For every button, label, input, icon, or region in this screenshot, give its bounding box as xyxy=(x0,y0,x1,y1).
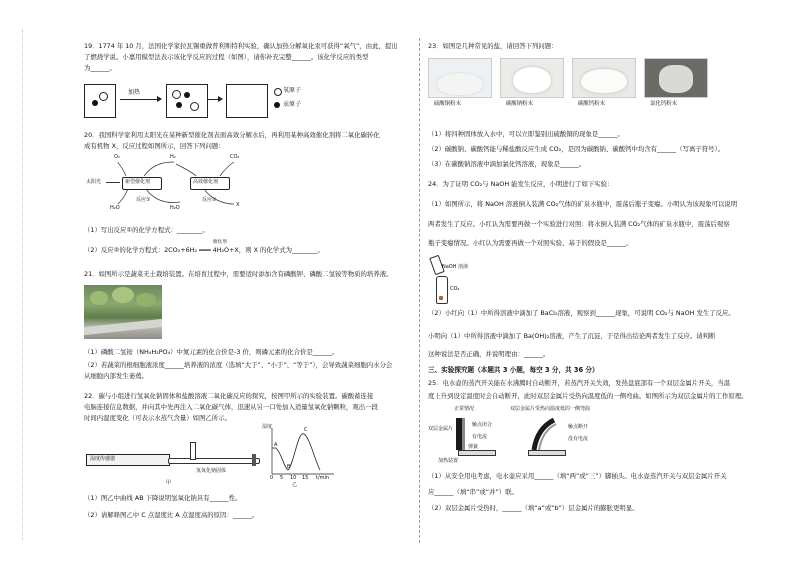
column-divider xyxy=(419,38,420,543)
legend-o-icon xyxy=(274,88,282,96)
atom-o-3 xyxy=(190,102,199,111)
q22-line1: 22．碳与小组进行氢氧化钠固体和盐酸溶液二氧化碳反应的探究，按图甲所示的实验装置。碳酸蓄连接 xyxy=(84,392,374,400)
q22-line4: （1）图乙中曲线 AB 下降说明氢氧化钠具有______性。 xyxy=(84,494,242,502)
caption-calcium-chloride: 氯化钙粉末 xyxy=(650,101,677,107)
q24-line4: 瓶子变瘪情况。小红认为需要再做一个对照实验，基于的假设是______。 xyxy=(428,239,633,247)
legend-o-text: 氧原子 xyxy=(283,87,302,94)
q22-diagram xyxy=(84,424,344,488)
h2o-mid-label: H₂O xyxy=(170,205,180,211)
base-plate-2 xyxy=(528,450,566,456)
tick-5: 5 xyxy=(280,475,284,481)
reaction1-label: 反应① xyxy=(136,197,151,203)
arrow-head-icon xyxy=(218,96,223,102)
right-column xyxy=(428,0,768,562)
q21-line3: （2）若蔬菜的根细胞液浓度______培养液的浓度（选填“大于”、“小于”、“等于”），会导致蔬菜细胞内水分会 xyxy=(84,361,393,369)
co2-gas-label: CO₂ xyxy=(450,286,460,292)
q20-diagram xyxy=(84,152,344,222)
q20-line2: 成有机物 X，反应过程如图所示，回答下列问题： xyxy=(84,142,225,150)
atom-o-1 xyxy=(99,92,108,101)
catalyst1-label: 新型催化剂 xyxy=(125,179,151,185)
bottle-diagram xyxy=(430,252,490,306)
point-c-label: C xyxy=(304,427,308,433)
legend-hg-icon xyxy=(274,102,280,108)
left-column xyxy=(84,0,414,562)
q23-line1: 23．如图是几种常见的盐，请回答下列问题： xyxy=(428,42,558,50)
q22-line5: （2）请解释图乙中 C 点湿度比 A 点湿度高的原因：______。 xyxy=(84,511,259,519)
leaf-shape xyxy=(136,293,156,307)
leaf-shape xyxy=(90,291,108,305)
h2o-left-label: H₂O xyxy=(110,205,120,211)
q25-line4: 应______（填“串”或“并”）联。 xyxy=(428,488,518,496)
photo-calcium-carbonate xyxy=(572,58,636,98)
bottle-cap xyxy=(439,296,443,300)
naoh-solid-label: 氢氧化钠固体 xyxy=(196,468,227,474)
heat-label: 加热 xyxy=(128,89,141,96)
q19-line2: 了燃烧学说。小嘉用模型法表示该化学反应的过程（如图），请你补充完整______。该化学反应的类型 xyxy=(84,53,369,61)
section-3-heading: 三、实验探究题（本题共 3 小题，每空 3 分，共 36 分） xyxy=(428,366,599,374)
hydroponic-photo xyxy=(84,285,162,339)
atom-hg-3 xyxy=(176,102,182,108)
circuit-label: 有电流 xyxy=(472,434,488,440)
y-axis-label: 湿度 xyxy=(262,424,273,430)
bimetal-label: 双层金属片 xyxy=(428,426,454,432)
powder-shape xyxy=(659,65,693,93)
q25-line3: （1）从安全用电考虑，电水壶应采用______（填“两”或“三”）脚插头。电水壶蒸汽开关与双层金属片开关 xyxy=(428,472,727,480)
q25-line5: （2）双层金属片受热时，______（填“a”或“b”）层金属片的膨胀更明显。 xyxy=(428,504,639,512)
q24-line7: 这种说法是否正确，并说明理由：______。 xyxy=(428,350,550,358)
catalyst2-label: 高效催化剂 xyxy=(193,179,219,185)
q20-line1: 20．我国科学家利用太阳光在某种新型催化剂表面高效分解水后，再利用某种高效催化剂将二氧化碳转化 xyxy=(84,131,380,139)
sunlight-label: 太阳光 xyxy=(86,179,102,185)
q24-line3: 两者发生了反应。小红认为需要再做一个实验进行对照：将水倒入装满 CO₂气体的矿泉水瓶中，震荡后观察 xyxy=(428,220,730,228)
stopper-shape xyxy=(252,454,256,466)
q20-line3: （1）写出反应①的化学方程式：________。 xyxy=(84,226,209,234)
leaf-shape xyxy=(112,287,134,303)
caption-sodium-carbonate: 碳酸钠粉末 xyxy=(506,101,533,107)
q22-line2: 电脑连接信息数据，并向其中先再注入二氧化碳气体，迅速从另一口处加入适量氢氧化钠颗粒，观出一段 xyxy=(84,403,378,411)
bimetal-strip-1b xyxy=(462,418,465,450)
q20-line4: （2）反应②的化学方程式：2CO₂+6H₂ ═══ 4H₂O+X，则 X 的化学式为________。 xyxy=(84,246,324,254)
inlet-shape xyxy=(190,442,196,460)
no-current-label: 没有电流 xyxy=(568,436,589,442)
catalyst-condition: 催化剂 xyxy=(213,240,227,245)
q23-line4: （3）在碳酸钠溶液中滴加氯化钙溶液，现象是______。 xyxy=(428,160,586,168)
q21-line1: 21．如图所示是蔬菜无土栽培装置。在培育过程中，需要适时添加含有磷酸钾、磷酸二氢铵等物质的培养液。 xyxy=(84,270,393,278)
binding-margin xyxy=(22,30,23,540)
x-label: X xyxy=(236,202,240,208)
atom-hg-2 xyxy=(184,92,190,98)
tube-shape xyxy=(168,458,260,464)
sensor-label: 湿度传感器 xyxy=(90,456,116,462)
contact-closed-label: 触点闭合 xyxy=(472,422,493,428)
q19-diagram xyxy=(84,82,314,122)
atom-hg-1 xyxy=(92,100,98,106)
photo-calcium-chloride xyxy=(644,58,708,98)
tick-10: 10 xyxy=(290,475,297,481)
photo-copper-sulfate xyxy=(428,58,492,98)
q24-line5: （2）小红向（1）中所得溶液中滴加了 BaCl₂溶液，观察到______现象，可说明 CO₂与 NaOH 发生了反应。 xyxy=(428,309,735,317)
powder-shape xyxy=(513,67,551,93)
base-plate-1 xyxy=(458,450,496,456)
q25-line1: 25．电水壶的蒸汽开关能在水沸腾时自动断开，若蒸汽开关失效，发热盘底部有一个双层金属片开关，当温 xyxy=(428,379,731,387)
h2-label: H₂ xyxy=(170,154,176,160)
atom-o-2 xyxy=(172,90,181,99)
figure-jia-label: 甲 xyxy=(166,480,172,486)
photo-sodium-carbonate xyxy=(500,58,564,98)
contact-open-label: 触点断开 xyxy=(568,424,589,430)
powder-shape xyxy=(581,69,627,93)
caption-copper-sulfate: 硫酸铜粉末 xyxy=(434,101,461,107)
arrow-head-icon xyxy=(157,96,162,102)
reaction-arrow xyxy=(120,99,160,100)
q24-line6: 小明向（1）中所得溶液中滴加了 Ba(OH)₂溶液，产生了沉淀，于是得出结论两者发生了反应。请判断 xyxy=(428,332,716,340)
intermediate-box xyxy=(166,84,208,118)
heating-label: 加热装置 xyxy=(438,458,459,464)
q19-line3: 为______。 xyxy=(84,64,116,72)
reactant-box xyxy=(84,84,116,118)
product-box-blank xyxy=(226,84,268,118)
tick-15: 15 xyxy=(302,475,309,481)
q21-line2: （1）磷酸二氢铵（NH₄H₂PO₄）中氮元素的化合价是-3 价，则磷元素的化合价是______。 xyxy=(84,348,339,356)
q24-line2: （1）如图所示，将 NaOH 溶液倒入装满 CO₂气体的矿泉水瓶中，震荡后瓶子变瘪。小明认为该现象可以说明 xyxy=(428,200,738,208)
q19-line1: 19．1774 年 10 月，法国化学家拉瓦锡重做普利斯特利实验，确认加热分解氧化汞可获得“氧气”，由此，提出 xyxy=(84,42,398,50)
q24-line1: 24．为了证明 CO₂与 NaOH 能发生反应，小明进行了如下实验： xyxy=(428,180,614,188)
naoh-solution-label: NaOH 溶液 xyxy=(442,264,469,270)
legend-hg-text: 汞原子 xyxy=(283,101,302,108)
tick-0: 0 xyxy=(270,475,274,481)
o2-label: O₂ xyxy=(114,154,120,160)
abnormal-label: 双层金属片受热向温度低的一侧弯曲 xyxy=(510,406,591,412)
q22-line3: 时间内湿度变化（可表示水蒸气含量）如图乙所示。 xyxy=(84,414,231,422)
salt-photos xyxy=(428,58,728,120)
q23-line2: （1）将四种固体放入水中，可以立即鉴别出硫酸铜的现象是______。 xyxy=(428,130,624,138)
q21-line4: 从细胞内部发生萎蔫。 xyxy=(84,372,148,380)
co2-label: CO₂ xyxy=(230,154,240,160)
caption-calcium-carbonate: 碳酸钙粉末 xyxy=(578,101,605,107)
bimetal-diagram xyxy=(428,404,628,464)
reaction2-label: 反应② xyxy=(202,197,217,203)
point-a-label: A xyxy=(274,442,278,448)
x-axis-label: t/min xyxy=(316,475,330,481)
q25-line2: 度上升到设定温度时会自动断开，此时双层金属片受热向温度低的一侧弯曲。如图所示为双层金属片的工作原理。 xyxy=(428,392,748,400)
figure-yi-label: 乙 xyxy=(292,482,298,488)
powder-shape xyxy=(437,73,483,95)
pipe-shape xyxy=(84,319,162,335)
point-b-label: B xyxy=(287,464,291,470)
q20-curves xyxy=(84,152,284,222)
spring-label-1: 弹簧 xyxy=(468,444,479,450)
q23-line3: （2）碳酸钠、碳酸钙能与稀盐酸反应生成 CO₂，是因为碳酸钠、碳酸钙中均含有______（写离子符号）。 xyxy=(428,145,725,153)
normal-label: 正常情况 xyxy=(454,406,475,412)
